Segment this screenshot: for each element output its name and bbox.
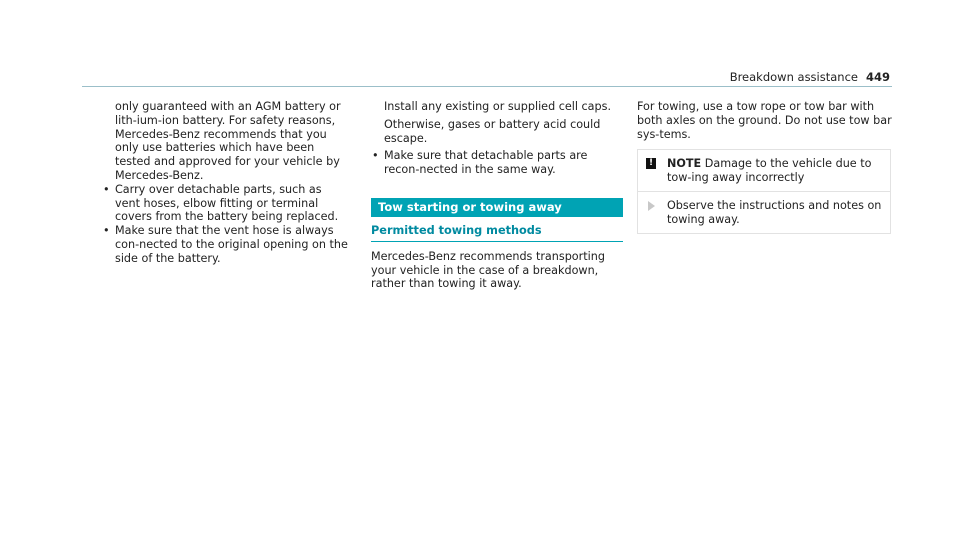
- note-instruction-text: Observe the instructions and notes on towing away.: [667, 198, 882, 226]
- bullet-icon: •: [103, 224, 110, 238]
- page-number: 449: [865, 70, 890, 84]
- play-icon: [648, 201, 655, 211]
- page-title: Breakdown assistance: [729, 70, 858, 84]
- list-item: [102, 224, 350, 265]
- column-3: [637, 100, 895, 234]
- gases-warning-line: Otherwise, gases or battery acid could escape.: [384, 117, 601, 145]
- towing-methods-paragraph: Mercedes-Benz recommends transporting your vehicle in the case of a breakdown, rather than towing it away.: [371, 249, 605, 291]
- column-2: [371, 100, 623, 291]
- intro-paragraph: only guaranteed with an AGM battery or lith-ium-ion battery. For safety reasons, Mercedes-Benz recommends that you only use batteries which have been tested and approved for your vehicle by Mercedes-Benz.: [115, 100, 341, 182]
- list-item-text: Make sure that the vent hose is always con-nected to the original opening on the side of the battery.: [115, 224, 348, 265]
- list-item-text: Make sure that detachable parts are recon-nected in the same way.: [384, 149, 588, 177]
- list-item: [371, 149, 623, 177]
- section-title: Tow starting or towing away: [371, 198, 623, 217]
- bullet-list: [102, 183, 350, 266]
- list-item-text: Carry over detachable parts, such as vent hoses, elbow fitting or terminal covers from the battery being replaced.: [115, 182, 339, 224]
- column-1: [102, 100, 350, 266]
- note-instruction: [638, 191, 890, 233]
- note-description: Damage to the vehicle due to tow-ing away incorrectly: [667, 157, 872, 185]
- bullet-icon: •: [372, 149, 379, 163]
- header-rule: [82, 86, 892, 87]
- bullet-icon: •: [103, 182, 110, 196]
- warning-icon: !: [646, 158, 656, 169]
- towing-paragraph: For towing, use a tow rope or tow bar with both axles on the ground. Do not use tow bar sys-tems.: [637, 100, 892, 141]
- note-header: [638, 150, 890, 191]
- subheading: Permitted towing methods: [371, 224, 623, 242]
- page-header: [730, 70, 890, 84]
- bullet-list: [371, 149, 623, 177]
- note-box: [637, 149, 891, 233]
- list-item: [102, 183, 350, 224]
- note-label: NOTE: [667, 157, 702, 171]
- note-text: [644, 157, 884, 185]
- cell-caps-line: Install any existing or supplied cell caps.: [384, 100, 612, 113]
